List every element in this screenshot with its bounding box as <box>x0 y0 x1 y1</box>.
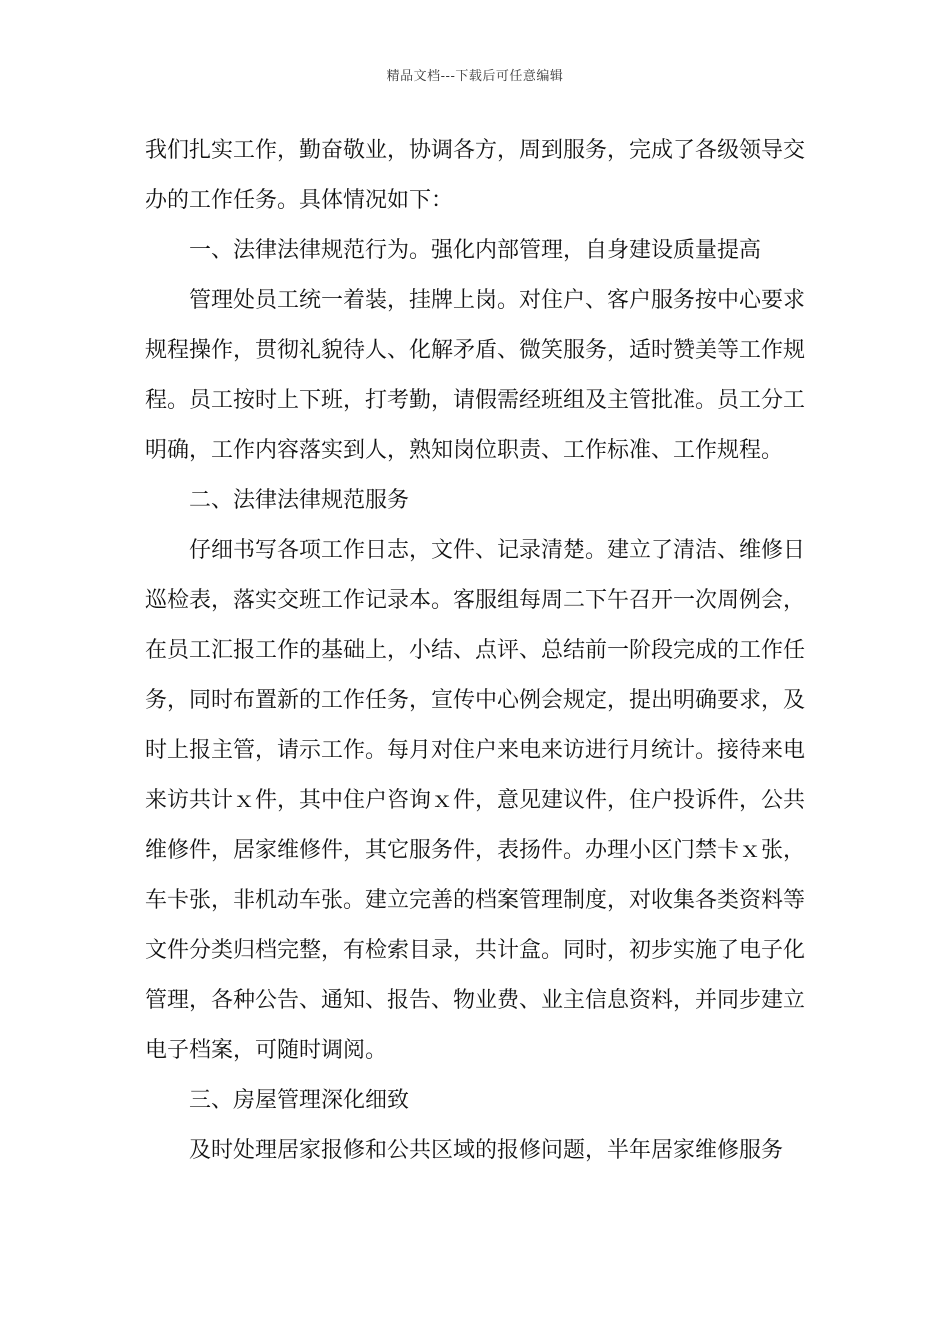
paragraph-1: 管理处员工统一着装，挂牌上岗。对住户、客户服务按中心要求规程操作，贯彻礼貌待人、化解矛盾、微笑服务，适时赞美等工作规程。员工按时上下班，打考勤，请假需经班组及主管批准。员工分工明确，工作内容落实到人，熟知岗位职责、工作标准、工作规程。 <box>145 288 806 463</box>
document-body <box>145 126 825 1176</box>
paragraph-intro: 我们扎实工作，勤奋敬业，协调各方，周到服务，完成了各级领导交办的工作任务。具体情况如下： <box>145 138 806 213</box>
page-header: 精品文档---下载后可任意编辑 <box>386 69 564 84</box>
section-heading-3: 三、房屋管理深化细致 <box>189 1088 410 1113</box>
paragraph-2: 仔细书写各项工作日志，文件、记录清楚。建立了清洁、维修日巡检表，落实交班工作记录本。客服组每周二下午召开一次周例会，在员工汇报工作的基础上，小结、点评、总结前一阶段完成的工作任务，同时布置新的工作任务，宣传中心例会规定，提出明确要求，及时上报主管，请示工作。每月对住户来电来访进行月统计。接待来电来访共计ｘ件，其中住户咨询ｘ件，意见建议件，住户投诉件，公共维修件，居家维修件，其它服务件，表扬件。办理小区门禁卡ｘ张，车卡张，非机动车张。建立完善的档案管理制度，对收集各类资料等文件分类归档完整，有检索目录，共计盒。同时，初步实施了电子化管理，各种公告、通知、报告、物业费、业主信息资料，并同步建立电子档案，可随时调阅。 <box>145 538 806 1063</box>
paragraph-3: 及时处理居家报修和公共区域的报修问题，半年居家维修服务 <box>189 1138 784 1163</box>
section-heading-2: 二、法律法律规范服务 <box>189 488 410 513</box>
section-heading-1: 一、法律法律规范行为。强化内部管理，自身建设质量提高 <box>189 238 762 263</box>
